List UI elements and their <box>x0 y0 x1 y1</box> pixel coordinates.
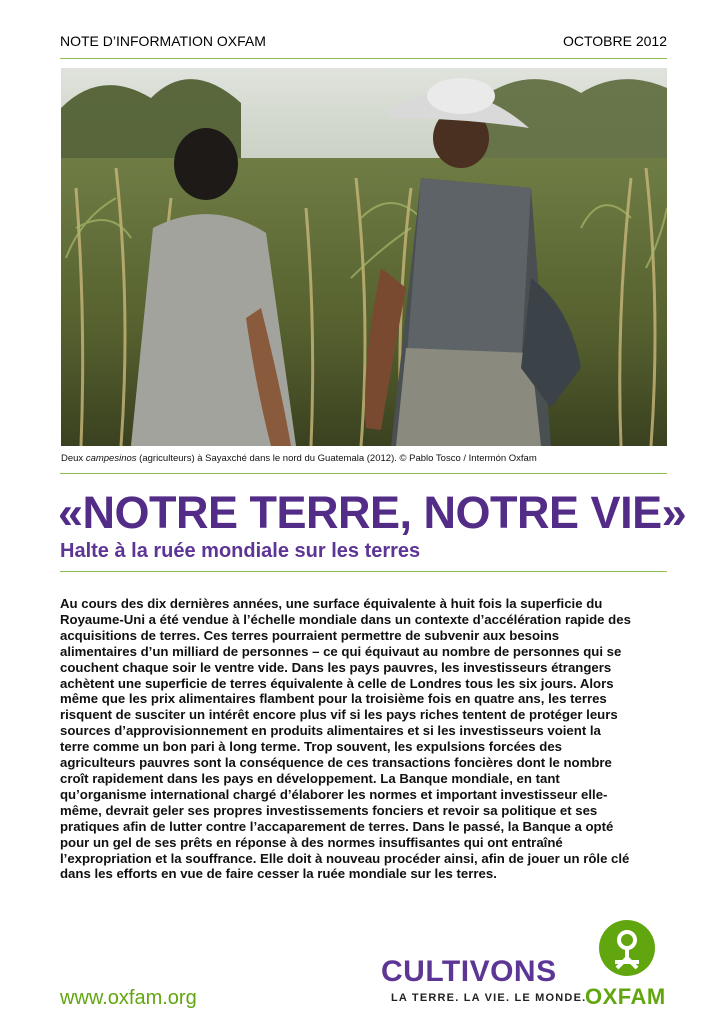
cultivons-logo <box>381 953 587 1011</box>
main-title: «NOTRE TERRE, NOTRE VIE» <box>58 487 687 538</box>
cover-photo <box>61 68 667 446</box>
website-link[interactable]: www.oxfam.org <box>60 987 197 1009</box>
header-divider <box>60 58 667 59</box>
cultivons-tagline: LA TERRE. LA VIE. LE MONDE. <box>391 992 587 1004</box>
document-date: OCTOBRE 2012 <box>562 33 667 49</box>
cultivons-wordmark: CULTIVONS <box>381 955 557 988</box>
oxfam-emblem-icon <box>585 918 669 984</box>
caption-italic-term: campesinos <box>85 453 137 464</box>
page-header <box>60 33 667 53</box>
oxfam-wordmark: OXFAM <box>585 984 666 1009</box>
summary-paragraph: Au cours des dix dernières années, une surface équivalente à huit fois la superficie du Royaume-Uni a été vendue à l’échelle mondiale dans un contexte d’accélération rapide des acquisitions de terres. Ces terres pourraient permettre de subvenir aux besoins alimentaires d’un milliard de personnes – ce qui équivaut au nombre de personnes qui se couchent chaque soir le ventre vide. Dans les pays pauvres, les investisseurs étrangers achètent une superficie de terres équivalente à celle de Londres tous les six jours. Alors même que les prix alimentaires flambent pour la troisième fois en quatre ans, les terres risquent de susciter un intérêt encore plus vif si les pays riches tentent de protéger leurs sources d’approvisionnement en produits alimentaires et si les investisseurs voient la terre comme un bon pari à long terme. Trop souvent, les expulsions forcées des agriculteurs pauvres sont la conséquence de ces transactions foncières dont le nombre croît rapidement dans les pays en développement. La Banque mondiale, en tant qu’organisme international chargé d’élaborer les normes et important investisseur elle-même, devrait geler ses propres investissements fonciers et revoir sa politique et ses pratiques afin de lutter contre l’accaparement de terres. Dans le passé, la Banque a opté pour un gel de ses prêts en réponse à des normes insuffisantes qui ont entraîné l’expropriation et la souffrance. Elle doit à nouveau procéder ainsi, afin de jouer un rôle clé dans les efforts en vue de faire cesser la ruée mondiale sur les terres. <box>60 596 631 882</box>
photo-caption: Deux campesinos (agriculteurs) à Sayaxché dans le nord du Guatemala (2012). © Pablo Tosco / Intermón Oxfam <box>61 453 537 464</box>
oxfam-logo <box>585 918 669 1010</box>
title-bottom-divider <box>60 571 667 572</box>
title-top-divider <box>60 473 667 474</box>
subtitle: Halte à la ruée mondiale sur les terres <box>60 540 421 562</box>
document-type: NOTE D’INFORMATION OXFAM <box>60 33 266 49</box>
